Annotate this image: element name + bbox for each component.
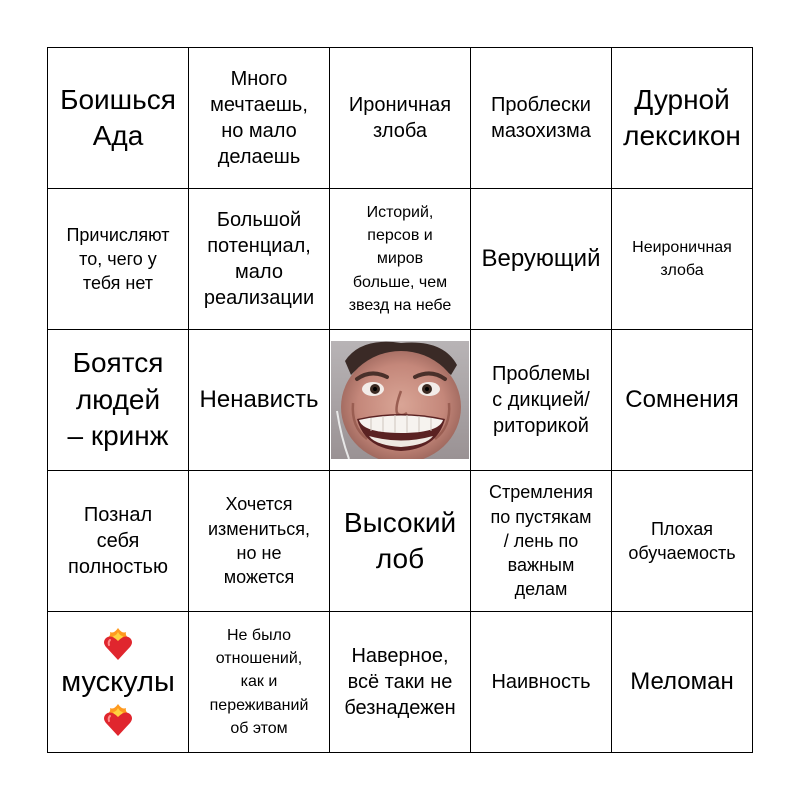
bingo-cell[interactable]: Сомнения	[612, 330, 753, 471]
bingo-cell[interactable]: Историй, персов и миров больше, чем звезд на небе	[330, 189, 471, 330]
bingo-cell-label: мускулы	[61, 665, 175, 698]
heart-on-fire-icon	[101, 626, 135, 662]
bingo-cell[interactable]: Стремления по пустякам / лень по важным делам	[471, 471, 612, 612]
bingo-cell[interactable]: Проблемы с дикцией/ риторикой	[471, 330, 612, 471]
bingo-cell[interactable]: Наивность	[471, 612, 612, 753]
bingo-cell[interactable]: Дурной лексикон	[612, 48, 753, 189]
heart-on-fire-icon	[101, 702, 135, 738]
bingo-cell[interactable]: Много мечтаешь, но мало делаешь	[189, 48, 330, 189]
bingo-cell[interactable]: Боишься Ада	[48, 48, 189, 189]
grinning-man-face-image	[331, 341, 469, 459]
bingo-cell[interactable]	[48, 612, 189, 753]
bingo-cell[interactable]: Не было отношений, как и переживаний об этом	[189, 612, 330, 753]
bingo-cell[interactable]: Познал себя полностью	[48, 471, 189, 612]
bingo-cell[interactable]: Проблески мазохизма	[471, 48, 612, 189]
bingo-cell[interactable]: Плохая обучаемость	[612, 471, 753, 612]
bingo-free-space[interactable]	[330, 330, 471, 471]
bingo-cell[interactable]: Меломан	[612, 612, 753, 753]
bingo-cell[interactable]: Хочется измениться, но не можется	[189, 471, 330, 612]
bingo-cell[interactable]: Наверное, всё таки не безнадежен	[330, 612, 471, 753]
bingo-cell[interactable]: Неироничная злоба	[612, 189, 753, 330]
bingo-cell[interactable]: Ироничная злоба	[330, 48, 471, 189]
bingo-cell[interactable]: Большой потенциал, мало реализации	[189, 189, 330, 330]
bingo-cell[interactable]: Боятся людей – кринж	[48, 330, 189, 471]
bingo-cell[interactable]: Высокий лоб	[330, 471, 471, 612]
bingo-cell[interactable]: Причисляют то, чего у тебя нет	[48, 189, 189, 330]
bingo-grid	[47, 47, 753, 753]
bingo-cell[interactable]: Ненависть	[189, 330, 330, 471]
bingo-cell[interactable]: Верующий	[471, 189, 612, 330]
